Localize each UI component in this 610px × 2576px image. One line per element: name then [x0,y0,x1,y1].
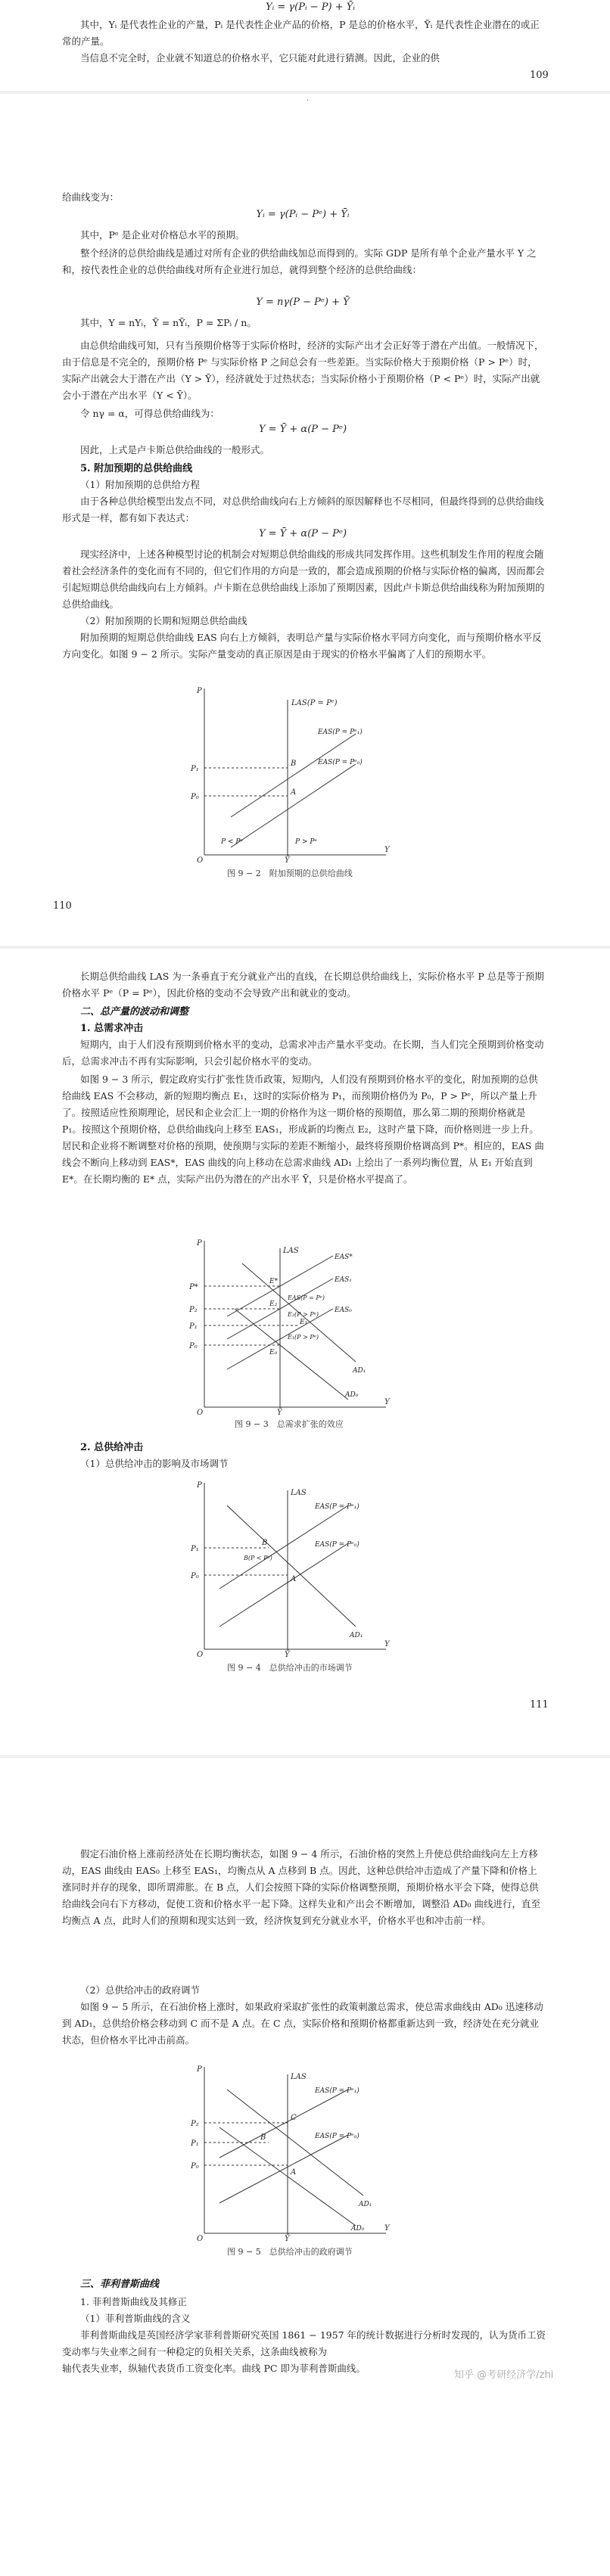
point-b-label: B [260,2133,266,2142]
page-gap [0,946,610,949]
equation: Y = Ȳ + α(P − Pᵉ) [258,528,347,539]
ad1-label: AD₁ [350,1632,363,1639]
eas-star-label: EAS* [335,1254,353,1261]
las-label: LAS [291,2073,307,2081]
subsection-heading: （1）总供给冲击的影响及市场调节 [80,1458,229,1469]
p2-label: P₂ [189,1306,198,1314]
eas0-line [231,764,356,847]
page-number: 111 [530,1699,549,1711]
equation: Y = nγ(P − Pᵉ) + Ȳ [256,297,350,308]
origin-label: O [197,2235,204,2241]
p1-label: P₁ [191,765,199,773]
eas1-label: EAS₁ [335,1276,352,1284]
pen-mark: · [307,97,310,105]
subsection-heading: （2）附加预期的长期和短期总供给曲线 [80,615,247,626]
eas0-label: EAS(P = Pᵉ₀) [315,2133,359,2140]
p0-label: P₀ [191,2162,199,2170]
paragraph: 因此，上式是卢卡斯总供给曲线的一般形式。 [80,444,270,455]
pstar-label: P* [189,1283,198,1291]
page-gap [0,91,610,94]
paragraph: 短期内，由于人们没有预期到价格水平的变动，总需求冲击产量水平变动。在长期，当人们完全预期到价格变动后，总需求冲击不再有实际影响，只会引起价格水平的变动。 [62,1039,544,1067]
point-a-label: A [291,1575,297,1583]
e1-label: E₁ [300,1319,308,1326]
e0-label: E₀ [269,1349,278,1356]
y-axis-label: P [197,687,202,695]
page-109 [0,0,610,91]
equation: Yᵢ = γ(Pᵢ − P) + Ȳᵢ [266,2,355,13]
origin-label: O [197,856,204,862]
figure-caption: 图 9 − 4 总供给冲击的市场调节 [227,1663,353,1673]
x-axis-label: Y [384,1398,390,1406]
eas1-label: EAS(P = Pᵉ₁) [315,2087,359,2095]
ad0-label: AD₀ [345,1391,359,1399]
p0-label: P₀ [189,1342,198,1350]
y-axis-label: P [197,2065,202,2074]
paragraph: 当信息不完全时，企业就不知道总的价格水平，它只能对此进行猜测。因此，企业的供 [80,52,440,64]
las-label: LAS [291,1489,307,1497]
ad1-label: AD₁ [359,2201,372,2208]
origin-label: O [197,1409,204,1415]
paragraph: 现实经济中，上述各种模型讨论的机制会对短期总供给曲线的形成共同发挥作用。这些机制发生作用的程度会随着社会经济条件的变化而有不同的，但它们作用的方向是一致的，都会造成预期的价格与实际价格的偏离，因而都会引起短期总供给曲线向右上方倾斜。卢卡斯在总供给曲线上添加了预期因素，因此卢卡斯总供给曲线称为附加预期的总供给曲线。 [62,548,545,610]
paragraph: 其中，Yᵢ 是代表性企业的产量，Pᵢ 是代表性企业产品的价格，P 是总的价格水平，Ȳᵢ 是代表性企业潜在的或正常的产量。 [62,19,540,47]
figure-caption: 图 9 − 5 总供给冲击的政府调节 [227,2247,353,2257]
p1-label: P₁ [189,1322,198,1331]
eas0-label: EAS(P = Pᵉ₀) [318,759,363,766]
note-label: B(P < Pᵉ) [244,1555,272,1561]
figure-9-4 [174,1475,401,1657]
eas-note-label: EAS(P = Pᵉ) [288,1294,325,1301]
ad1-label: AD₁ [353,1367,366,1375]
eas1-label: EAS(P = Pᵉ₁) [318,729,363,736]
page-gap [0,1755,610,1758]
figure-caption: 图 9 − 2 附加预期的总供给曲线 [227,869,353,878]
section-heading: 二、总产量的波动和调整 [80,1006,189,1018]
paragraph: 附加预期的短期总供给曲线 EAS 向右上方倾斜，表明总产量与实际价格水平同方向变化，而与预期价格水平反方向变化。如图 9 − 2 所示。实际产量变动的真正原因是由于现实的价格水平偏离了人们的预期水平。 [62,632,542,660]
eas0-label: EAS₀ [335,1307,352,1314]
e2-note-label: E₂(P > Pᵉ) [288,1311,319,1318]
x-axis-label: Y [384,1640,390,1648]
e-star-label: E* [269,1278,279,1285]
eas-b-label: EAS(P = Pᵉ₁) [315,1503,359,1511]
las-label: LAS(P = Pᵉ) [291,699,338,707]
paragraph: 由于各种总供给模型出发点不同，对总供给曲线向右上方倾斜的原因解释也不尽相同，但最终得到的总供给曲线形式是一样，都有如下表达式： [62,496,544,524]
figure-caption: 图 9 − 3 总需求扩张的效应 [235,1419,344,1429]
section-heading: 三、菲利普斯曲线 [80,2279,160,2290]
ad0-label: AD₀ [351,2225,365,2233]
eas-a-label: EAS(P = Pᵉ₀) [315,1541,359,1549]
paragraph: 长期总供给曲线 LAS 为一条垂直于充分就业产出的直线，在长期总供给曲线上，实际价格水平 P 总是等于预期价格水平 Pᵉ（P = Pᵉ），因此价格的变动不会导致产出和就业的变动。 [62,971,544,999]
origin-label: O [197,1651,204,1657]
subsection-heading: （1）菲利普斯曲线的含义 [80,2313,191,2324]
point-b-label: B [262,1539,268,1547]
paragraph: 给曲线变为： [62,191,120,203]
ad0-line [235,1309,348,1400]
ybar-label: Ȳ [285,2235,290,2241]
watermark: 知乎 @考研经济学/zhi [454,2369,554,2381]
figure-9-2 [174,681,401,862]
paragraph: 菲利普斯曲线是英国经济学家菲利普斯研究英国 1861 − 1957 年的统计数据进行分析时发现的，认为货币工资变动率与失业率之间有一种稳定的负相关关系，这条曲线被称为 [62,2329,546,2357]
ybar-label: Ȳ [285,1651,290,1657]
figure-9-5 [174,2059,401,2241]
page-number: 110 [53,900,72,912]
y-axis-label: P [197,1239,202,1248]
ad1-line [227,1506,356,1627]
equation: Yᵢ = γ(Pᵢ − Pᵉ) + Ȳᵢ [256,209,350,220]
gt-label: P > Pᵉ [295,838,317,846]
e2-label: E₂ [269,1300,278,1308]
point-a-label: A [291,2168,297,2177]
paragraph: 轴代表失业率，纵轴代表货币工资变化率。曲线 PC 即为菲利普斯曲线。 [62,2363,366,2374]
point-b-label: B [291,760,297,768]
paragraph: 其中，Y = nYᵢ，Ȳ = nȲᵢ，P = ΣPᵢ / n。 [80,317,257,328]
las-label: LAS [283,1247,299,1255]
page-110 [0,189,610,946]
page-number: 109 [530,70,549,81]
subsection-heading: （1）附加预期的总供给方程 [80,479,200,490]
eas1-line [219,2090,348,2158]
section-heading: 5. 附加预期的总供给曲线 [80,463,193,474]
x-axis-label: Y [384,2224,390,2233]
ybar-label: Ȳ [285,856,290,862]
eas1-line [231,734,356,817]
section-heading: 2. 总供给冲击 [80,1442,144,1453]
page-112 [0,1846,610,2576]
paragraph: 如图 9 − 5 所示，在石油价格上涨时，如果政府采取扩张性的政策刺激总需求，使总需求曲线由 AD₀ 迅速移动到 AD₁，总供给价格会移动到 C 而不是 A 点。在 C 点，实际价格和预期价格都重新达到一致，经济处在充分就业状态，但价格水平比冲击前高。 [62,2001,543,2046]
equation: Y = Ȳ + α(P − Pᵉ) [258,424,347,435]
paragraph: 令 nγ = α，可得总供给曲线为： [80,408,219,419]
p0-label: P₀ [191,793,199,801]
paragraph: 整个经济的总供给曲线是通过对所有企业的供给曲线加总而得到的。实际 GDP 是所有单个企业产量水平 Y 之和，按代表性企业的总供给曲线对所有企业进行加总，就得到整个经济的总供给曲线： [62,247,537,275]
p2-label: P₂ [191,2120,199,2128]
section-heading: 1. 总需求冲击 [80,1023,144,1034]
subsection-heading: 1. 菲利普斯曲线及其修正 [80,2296,187,2307]
figure-9-3 [174,1233,401,1415]
paragraph: 由总供给曲线可知，只有当预期价格等于实际价格时，经济的实际产出才会正好等于潜在产出值。一般情况下，由于信息是不完全的，预期价格 Pᵉ 与实际价格 P 之间总会有一些差距。当实际价格大于预期价格（P > Pᵉ）时，实际产出就会大于潜在产出（Y > Ȳ），经济就处于过热状态；当实际价格小于预期价格（P < Pᵉ）时，实际产出就会小于潜在产出水平（Y < Ȳ）。 [62,340,544,401]
ybar-label: Ȳ [277,1409,282,1415]
eas-a-line [219,1543,348,1627]
x-axis-label: Y [384,846,390,854]
p1-label: P₁ [191,1545,199,1553]
point-c-label: C [291,2114,297,2122]
page-111 [0,968,610,1755]
e1-note-label: E₁(P > Pᵉ) [288,1334,319,1341]
paragraph: 其中，Pᵉ 是企业对价格总水平的预期。 [80,229,245,241]
lt-label: P < Pᵉ [221,838,243,846]
p0-label: P₀ [191,1572,199,1580]
paragraph: 假定石油价格上涨前经济处在长期均衡状态，如图 9 − 4 所示，石油价格的突然上升使总供给曲线向左上方移动，EAS 曲线由 EAS₀ 上移至 EAS₁，均衡点从 A 点移到 B 点。因此，这种总供给冲击造成了产量下降和价格上涨同时并存的现象，即所谓滞胀。在 B 点，人们会按照下降的实际价格调整预期，预期价格水平会下降，使得总供给曲线会向右下方移动，促使工资和价格水平一起下降。这样失业和产出会不断增加，调整沿 AD₀ 曲线进行，直至均衡点 A 点，此时人们的预期和现实达到一致，经济恢复到充分就业水平，价格水平也和冲击前一样。 [62,1848,541,1926]
p1-label: P₁ [191,2139,199,2148]
y-axis-label: P [197,1481,202,1490]
point-a-label: A [291,788,297,797]
paragraph: 如图 9 − 3 所示，假定政府实行扩张性货币政策，短期内，人们没有预期到价格水平的变化，附加预期的总供给曲线 EAS 不会移动，新的短期均衡点 E₁，这时的实际价格为 P₁，而预期价格仍为 P₀，P > Pᵉ，所以产量上升了。按照适应性预期理论，居民和企业会汇上一期的价格作为这一期价格的预期值，那么第二期的预期价格就是 P₁。按照这个预期价格，总供给曲线向上移至 EAS₁，形成新的均衡点 E₂，这时产量下降，而价格则进一步上升。居民和企业将不断调整对价格的预期，使预期与实际的差距不断缩小，最终将预期价格调高到 P*。相应的，EAS 曲线会不断向上移动到 EAS*，EAS 曲线的向上移动在总需求曲线 AD₁ 上绘出了一系列均衡位置，从 E₁ 开始直到 E*。在长期均衡的 E* 点，实际产出仍为潜在的产出水平 Ȳ，只是价格水平提高了。 [62,1074,544,1185]
subsection-heading: （2）总供给冲击的政府调节 [80,1984,200,1996]
